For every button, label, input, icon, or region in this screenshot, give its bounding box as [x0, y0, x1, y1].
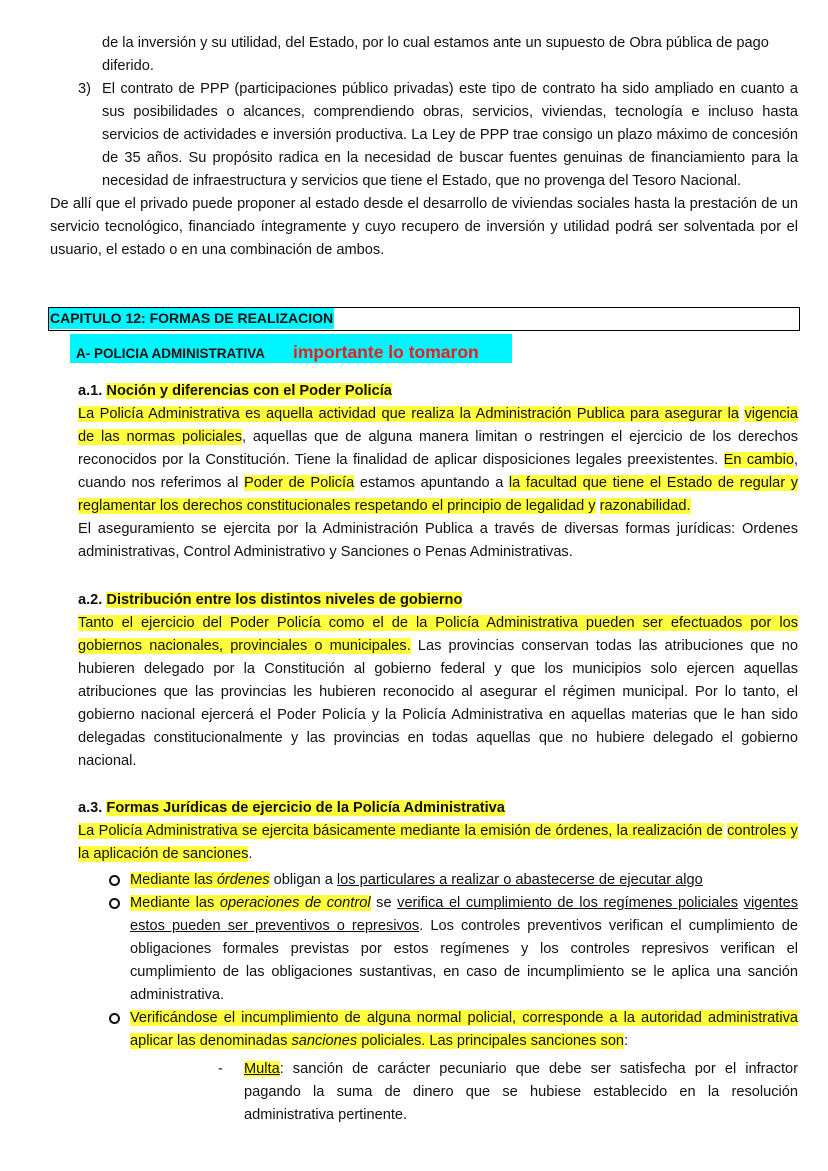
text-run: : — [624, 1033, 629, 1049]
highlight: controles y la aplicación de sanciones — [78, 823, 798, 862]
subsection-number: a.3. — [78, 800, 103, 816]
list-item-text — [130, 892, 798, 1007]
text-run: . — [248, 846, 253, 862]
text-run: estamos apuntando a — [354, 475, 509, 491]
list-item-text — [130, 869, 798, 892]
underlined-text: los particulares a realizar o abastecerse de ejecutar algo — [336, 872, 703, 888]
highlight: Verificándose el incumplimiento de alguna normal policial, corresponde a la autoridad administrativa aplicar las denominadas — [130, 1010, 798, 1049]
highlight: operaciones de control — [219, 895, 371, 911]
bullet-circle-icon — [109, 1013, 120, 1024]
subsection-title: Formas Jurídicas de ejercicio de la Policía Administrativa — [106, 800, 505, 816]
paragraph — [78, 403, 798, 518]
list-number: 3) — [78, 81, 91, 97]
paragraph — [78, 820, 798, 866]
subsection-a1 — [78, 380, 798, 564]
highlight: Poder de Policía — [244, 475, 355, 491]
bullet-circle-icon — [109, 898, 120, 909]
paragraph — [78, 612, 798, 773]
text-line: diferido. — [102, 58, 154, 74]
underlined-text: vigentes estos pueden ser preventivos o represivos — [130, 895, 798, 934]
highlight: Multa — [244, 1061, 280, 1077]
paragraph: El aseguramiento se ejercita por la Administración Publica a través de diversas formas jurídicas: Ordenes administrativas, Control Administrativo y Sanciones o Penas Administrativas. — [78, 521, 798, 560]
highlight: Mediante las — [130, 895, 220, 911]
subsection-number: a.2. — [78, 592, 103, 608]
subsection-heading — [78, 589, 798, 612]
handwritten-note: importante lo tomaron — [293, 342, 479, 362]
list-item — [108, 869, 798, 892]
text-run: . Los controles preventivos verifican el cumplimiento de obligaciones formales previstas por estos regímenes y los controles represivos verifican el cumplimiento de las obligaciones sustantivas, en caso de incumplimiento se le aplica una sanción administrativa. — [130, 918, 798, 1003]
subsection-a3 — [78, 797, 798, 866]
list-item-text — [244, 1058, 798, 1127]
subsection-title: Noción y diferencias con el Poder Policía — [106, 383, 392, 399]
subsection-title: Distribución entre los distintos niveles de gobierno — [106, 592, 463, 608]
highlight: La Policía Administrativa es aquella actividad que realiza la Administración Publica para asegurar la — [78, 406, 740, 422]
section-title: A- POLICIA ADMINISTRATIVA — [76, 346, 265, 361]
text-run: , cuando nos referimos al — [78, 452, 798, 491]
text-run: , aquellas que de alguna manera limitan o restringen el ejercicio de los derechos reconocidos por la Constitución. Tiene la finalidad de aplicar disposiciones legales preexistentes. — [78, 429, 798, 468]
list-item — [108, 892, 798, 1007]
text-run: : sanción de carácter pecuniario que debe ser satisfecha por el infractor pagando la suma de dinero que se hubiese establecido en la resolución administrativa pertinente. — [244, 1061, 798, 1123]
highlight: vigencia de las normas policiales — [78, 406, 798, 445]
text-run: Las provincias conservan todas las atribuciones que no hubieren delegado por la Constitución al gobierno federal y que los municipios solo ejercen aquellas atribuciones que las provincias les hubieren reconocido al asegurar el régimen municipal. Por lo tanto, el gobierno nacional ejercerá el Poder Policía y la Policía Administrativa en aquellas materias que le han sido delegadas constitucionalmente y las provincias en todas aquellas que no hubiere delegado el gobierno nacional. — [78, 638, 798, 769]
text-line: de la inversión y su utilidad, del Estado, por lo cual estamos ante un supuesto de Obra pública de pago — [102, 35, 769, 51]
highlight: Tanto el ejercicio del Poder Policía como el de la Policía Administrativa pueden ser efectuados por los gobiernos nacionales, provinciales o municipales. — [78, 615, 798, 654]
subsection-heading — [78, 380, 798, 403]
highlight: razonabilidad. — [599, 498, 691, 514]
highlight: la facultad que tiene el Estado de regular y reglamentar los derechos constitucionales respetando el principio de legalidad y — [78, 475, 798, 514]
chapter-title: CAPITULO 12: FORMAS DE REALIZACION — [49, 308, 334, 329]
list-item — [108, 1007, 798, 1053]
subsection-heading — [78, 797, 798, 820]
subsection-a2 — [78, 589, 798, 773]
highlight: órdenes — [216, 872, 270, 888]
list-item-3 — [78, 78, 798, 193]
underlined-text: verifica el cumplimiento de los regímenes policiales — [397, 895, 739, 911]
highlight: La Policía Administrativa se ejercita básicamente mediante la emisión de órdenes, la realización de — [78, 823, 723, 839]
text-run: se — [370, 895, 398, 911]
dash-marker: - — [218, 1061, 223, 1077]
highlight: En cambio — [723, 452, 794, 468]
subsection-number: a.1. — [78, 383, 103, 399]
highlight: sanciones — [291, 1033, 358, 1049]
chapter-heading-box — [48, 307, 800, 331]
dash-list-item — [218, 1058, 798, 1127]
highlight: Mediante las — [130, 872, 217, 888]
paragraph: De allí que el privado puede proponer al estado desde el desarrollo de viviendas sociales hasta la prestación de un servicio tecnológico, financiado íntegramente y cuyo recupero de inversión y utilidad podrá ser solventada por el usuario, el estado o en una combinación de ambos. — [50, 196, 798, 258]
list-item-continuation — [102, 32, 798, 78]
highlight: policiales. Las principales sanciones son — [357, 1033, 625, 1049]
list-item-text — [130, 1007, 798, 1053]
bullet-list — [108, 869, 798, 1053]
section-heading — [70, 334, 512, 363]
bullet-circle-icon — [109, 875, 120, 886]
list-item-text: El contrato de PPP (participaciones público privadas) este tipo de contrato ha sido ampliado en cuanto a sus posibilidades o alcances, comprendiendo obras, servicios, viviendas, tecnología e incluso hasta servicios de actividades e inversión productiva. La Ley de PPP trae consigo un plazo máximo de concesión de 35 años. Su propósito radica en la necesidad de buscar fuentes genuinas de financiamiento para la necesidad de infraestructura y servicios que tiene el Estado, que no provenga del Tesoro Nacional. — [102, 81, 798, 189]
text-run: obligan a — [269, 872, 337, 888]
